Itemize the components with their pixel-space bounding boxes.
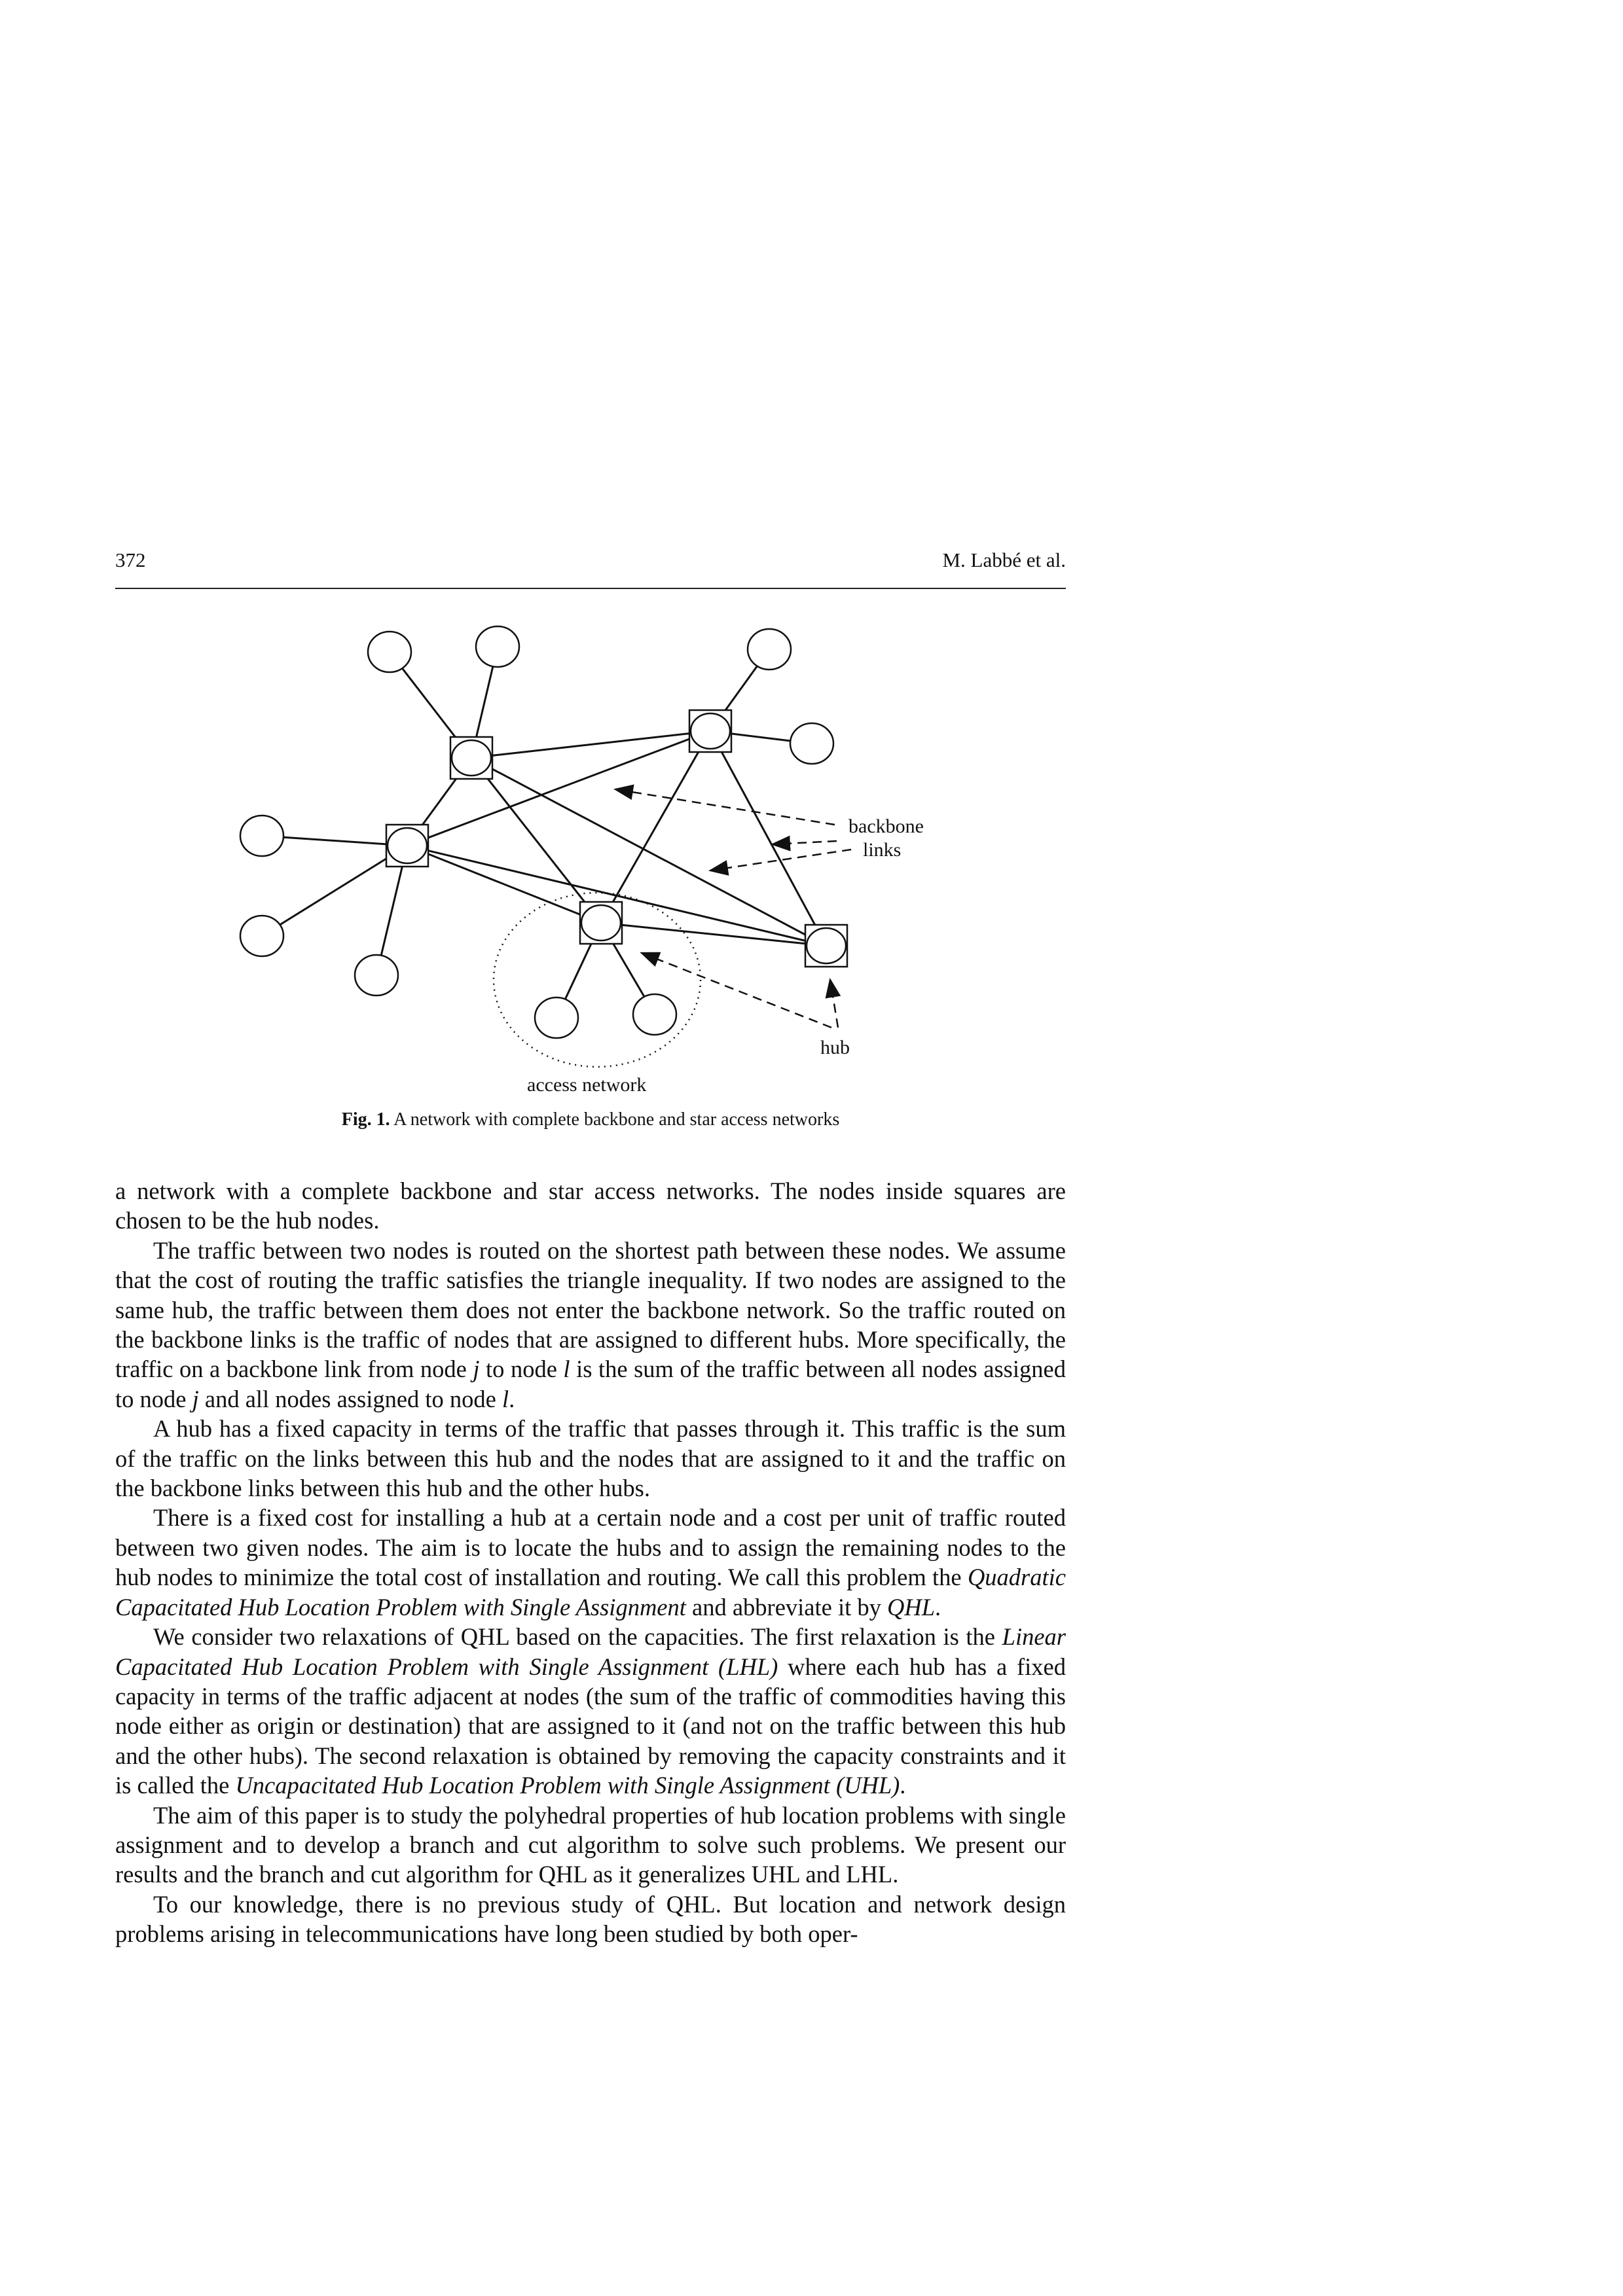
hub-node bbox=[691, 713, 730, 749]
paragraph: The traffic between two nodes is routed on the shortest path between these nodes. We assume that the cost of routing the traffic satisfies the triangle inequality. If two nodes are assigned to the same hub, the traffic between them does not enter the backbone network. So the traffic routed on the backbone links is the traffic of nodes that are assigned to different hubs. More specifically, the traffic on a backbone link from node j to node l is the sum of the traffic between all nodes assigned to node j and all nodes assigned to node l. bbox=[115, 1236, 1066, 1412]
paragraph: There is a fixed cost for installing a hub at a certain node and a cost per unit of traffic routed between two given nodes. The aim is to locate the hubs and to assign the remaining nodes to the hub nodes to minimize the total cost of installation and routing. We call this problem the Quadratic Capacitated Hub Location Problem with Single Assignment and abbreviate it by QHL. bbox=[115, 1504, 1066, 1621]
problem-name-lhl: Linear Capacitated Hub Location Problem with Single Assignment (LHL) bbox=[115, 1623, 1066, 1680]
paragraph: To our knowledge, there is no previous study of QHL. But location and network design problems arising in telecommunications have long been studied by both oper- bbox=[115, 1890, 1066, 1948]
access-node bbox=[748, 629, 791, 670]
hub-node bbox=[388, 828, 427, 863]
hub-node bbox=[581, 905, 621, 941]
network-diagram bbox=[0, 0, 1623, 1113]
label-hub: hub bbox=[820, 1037, 850, 1058]
abbr-qhl: QHL bbox=[887, 1593, 936, 1621]
label-links: links bbox=[863, 839, 902, 861]
backbone-link bbox=[601, 923, 826, 946]
hub-node bbox=[452, 740, 491, 776]
access-node bbox=[240, 916, 283, 956]
figure-caption bbox=[115, 1108, 1066, 1132]
access-node bbox=[633, 994, 676, 1035]
access-node bbox=[368, 632, 411, 672]
problem-name-uhl: Uncapacitated Hub Location Problem with Single Assignment (UHL) bbox=[235, 1772, 900, 1799]
paragraph: A hub has a fixed capacity in terms of the traffic that passes through it. This traffic is the sum of the traffic on the links between this hub and the nodes that are assigned to it and the traffic on the backbone links between this hub and the other hubs. bbox=[115, 1415, 1066, 1502]
label-backbone: backbone bbox=[848, 816, 924, 837]
access-node bbox=[355, 955, 398, 996]
backbone-pointer-arrow bbox=[773, 841, 837, 844]
body-text bbox=[115, 1176, 1066, 1949]
paragraph: We consider two relaxations of QHL based on the capacities. The first relaxation is the Linear Capacitated Hub Location Problem with Single Assignment (LHL) where each hub has a fixed capacity in terms of the traffic adjacent at nodes (the sum of the traffic of commodities having this node either as origin or destination) that are assigned to it (and not on the traffic between this hub and the other hubs). The second relaxation is obtained by removing the capacity constraints and it is called the Uncapacitated Hub Location Problem with Single Assignment (UHL). bbox=[115, 1623, 1067, 1799]
running-author: M. Labbé et al. bbox=[942, 548, 1066, 571]
hub-node bbox=[807, 928, 846, 963]
backbone-link bbox=[471, 758, 601, 923]
access-node bbox=[240, 816, 283, 856]
hub-pointer-arrow bbox=[830, 980, 838, 1028]
backbone-link bbox=[601, 731, 710, 923]
caption-text: A network with complete backbone and star access networks bbox=[390, 1109, 840, 1130]
backbone-pointer-arrow bbox=[615, 789, 835, 825]
paragraph: The aim of this paper is to study the polyhedral properties of hub location problems with single assignment and to develop a branch and cut algorithm to solve such problems. We present our results and the branch and cut algorithm for QHL as it generalizes UHL and LHL. bbox=[115, 1801, 1066, 1888]
access-link bbox=[262, 846, 407, 936]
problem-name-qhl: Quadratic Capacitated Hub Location Problem with Single Assignment bbox=[115, 1564, 1066, 1621]
access-node bbox=[535, 997, 578, 1038]
page-number: 372 bbox=[115, 548, 146, 571]
label-access-network: access network bbox=[527, 1074, 647, 1096]
access-node bbox=[476, 626, 519, 667]
caption-label: Fig. 1. bbox=[341, 1109, 390, 1130]
access-node bbox=[790, 723, 833, 764]
paragraph: a network with a complete backbone and star access networks. The nodes inside squares are chosen to be the hub nodes. bbox=[115, 1177, 1066, 1234]
